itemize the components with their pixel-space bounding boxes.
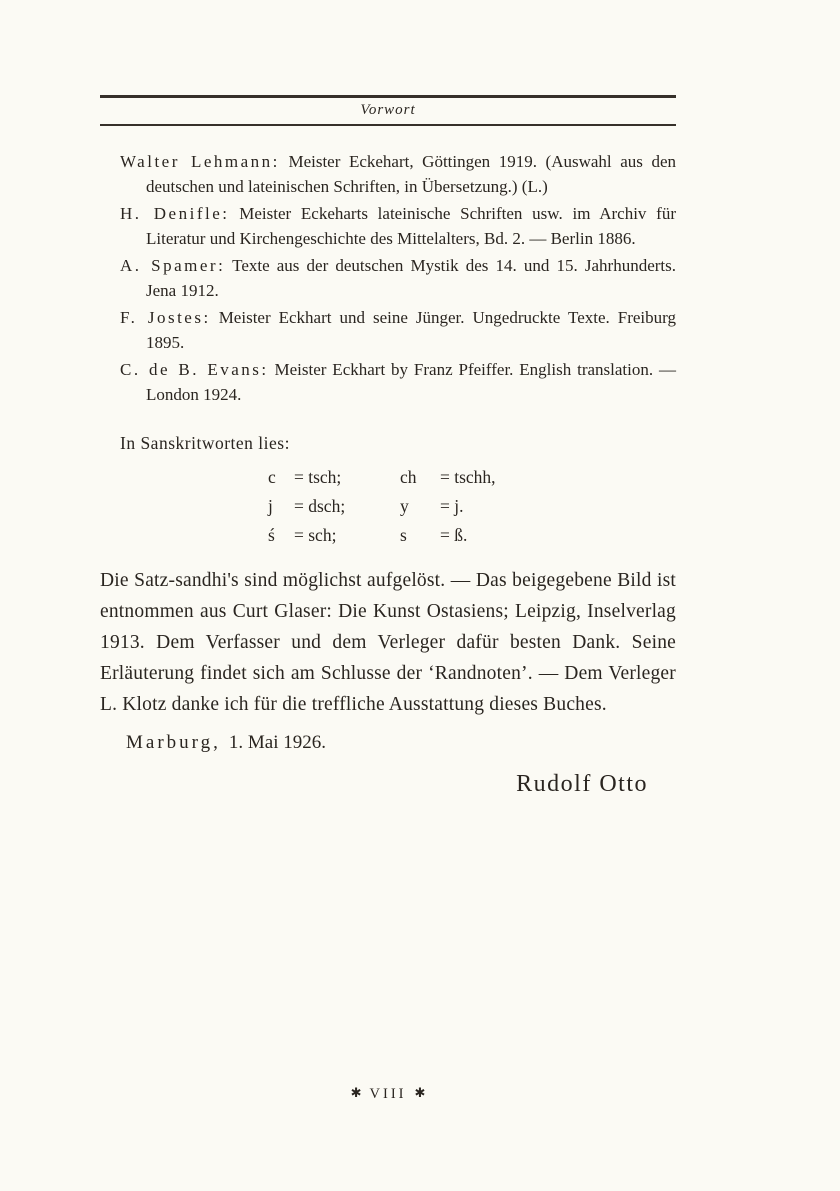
dateline-place: Marburg, — [126, 732, 221, 753]
entry-text: Texte aus der deutschen Mystik des 14. und 15. Jahrhunderts. Jena 1912. — [146, 256, 676, 300]
entry-author: H. Denifle: — [120, 204, 230, 223]
body-paragraph: Die Satz-sandhi's sind möglichst aufgelöst. — Das beigegebene Bild ist entnommen aus Curt Glaser: Die Kunst Ostasiens; Leipzig, Inselverlag 1913. Dem Verfasser und dem Verleger dafür besten Dank. Seine Erläuterung findet sich am Schlusse der ‘Randnoten’. — Dem Verleger L. Klotz danke ich für die treffliche Ausstattung dieses Buches. — [100, 570, 676, 715]
rule-value: = tschh, — [440, 467, 496, 487]
rule-value: = tsch; — [294, 467, 342, 487]
rule-letter: ch — [400, 467, 417, 487]
page-title: Vorwort — [360, 102, 416, 118]
bibliography-entry — [120, 149, 676, 199]
entry-author: F. Jostes: — [120, 308, 211, 327]
rule-letter: y — [400, 496, 409, 516]
entry-text: Meister Eckehart, Göttingen 1919. (Auswahl aus den deutschen und lateinischen Schriften, in Übersetzung.) (L.) — [146, 152, 676, 196]
rule-value: = dsch; — [294, 496, 346, 516]
page-number: VIII — [369, 1086, 407, 1102]
entry-text: Meister Eckeharts lateinische Schriften usw. im Archiv für Literatur und Kirchengeschichte des Mittelalters, Bd. 2. — Berlin 1886. — [146, 204, 677, 248]
header-rule-bottom — [100, 124, 676, 126]
entry-author: A. Spamer: — [120, 256, 226, 275]
rule-value: = ß. — [440, 525, 468, 545]
author-signature: Rudolf Otto — [516, 771, 648, 797]
page-footer — [100, 1086, 676, 1103]
bibliography-entry — [120, 305, 676, 355]
bibliography-entry — [120, 357, 676, 407]
dateline — [126, 732, 676, 754]
asterisk-icon: ✱ — [414, 1085, 426, 1100]
entry-author: C. de B. Evans: — [120, 360, 269, 379]
entry-text: Meister Eckhart by Franz Pfeiffer. English translation. — London 1924. — [146, 360, 676, 404]
sanskrit-rules-table — [268, 463, 496, 550]
page-header — [100, 95, 676, 126]
page-content — [100, 0, 677, 1102]
entry-text: Meister Eckhart und seine Jünger. Ungedruckte Texte. Freiburg 1895. — [146, 308, 677, 352]
rule-letter: ś — [268, 525, 275, 545]
rule-letter: j — [268, 496, 273, 516]
bibliography-entry — [120, 201, 676, 251]
rule-letter: c — [268, 467, 276, 487]
sanskrit-note-intro: In Sanskritworten lies: — [120, 433, 290, 453]
rule-value: = sch; — [294, 525, 337, 545]
rule-value: = j. — [440, 496, 464, 516]
bibliography-list — [100, 149, 676, 407]
entry-author: Walter Lehmann: — [120, 152, 280, 171]
rule-letter: s — [400, 525, 407, 545]
dateline-date: 1. Mai 1926. — [228, 732, 326, 753]
asterisk-icon: ✱ — [350, 1085, 362, 1100]
bibliography-entry — [120, 253, 676, 303]
